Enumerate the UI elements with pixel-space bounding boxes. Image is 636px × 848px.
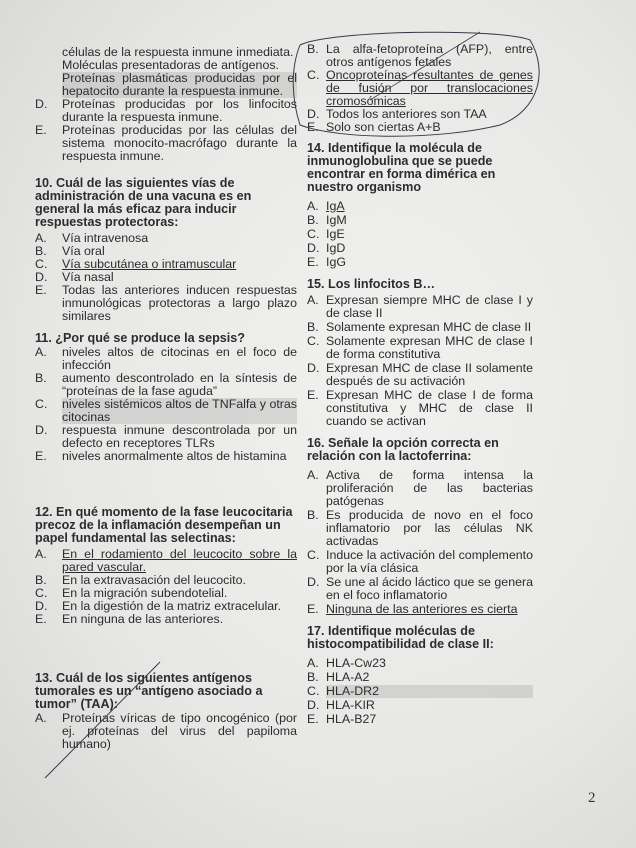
option-text: En la extravasación del leucocito. <box>62 573 246 587</box>
question-text: 17. Identifique moléculas de histocompatibilidad de clase II: <box>307 624 494 651</box>
answer-option <box>307 657 533 670</box>
option-letter: D. <box>307 241 320 255</box>
answer-option <box>35 124 297 163</box>
answer-option <box>307 685 533 698</box>
option-letter: E. <box>307 712 319 726</box>
option-letter <box>35 59 62 72</box>
option-letter: C. <box>307 227 320 241</box>
option-letter: D. <box>307 698 320 712</box>
option-text: Moléculas presentadoras de antígenos. <box>62 58 279 72</box>
option-text: Proteínas víricas de tipo oncogénico (por ej. proteínas del virus del papiloma humano) <box>62 711 297 751</box>
option-text: células de la respuesta inmune inmediata. <box>62 45 294 59</box>
option-text: IgM <box>326 213 347 227</box>
option-text: En ninguna de las anteriores. <box>62 612 224 626</box>
option-letter: E. <box>307 602 319 616</box>
question-block <box>307 43 533 134</box>
option-letter: D. <box>307 361 320 375</box>
answer-option <box>35 346 297 372</box>
option-letter: A. <box>35 547 47 561</box>
option-text: niveles altos de citocinas en el foco de infección <box>62 345 297 372</box>
option-text: La alfa-fetoproteína (AFP), entre otros antígenos fetales <box>326 42 533 69</box>
answer-option <box>35 72 297 98</box>
answer-option <box>307 256 533 269</box>
answer-option <box>307 321 533 334</box>
option-letter <box>35 72 62 98</box>
option-text: IgE <box>326 227 345 241</box>
option-text: Vía subcutánea o intramuscular <box>62 257 237 271</box>
option-text: En el rodamiento del leucocito sobre la pared vascular. <box>62 547 297 574</box>
question-block <box>307 142 533 270</box>
option-text: En la migración subendotelial. <box>62 586 228 600</box>
answer-option <box>35 548 297 574</box>
option-text: Proteínas plasmáticas producidas por el hepatocito durante la respuesta inmune. <box>62 71 297 98</box>
option-text: niveles anormalmente altos de histamina <box>62 449 287 463</box>
option-text: Se une al ácido láctico que se genera en el foco inflamatorio <box>326 575 533 602</box>
option-text: Todas las anteriores inducen respuestas inmunológicas protectoras a largo plazo similares <box>62 283 297 323</box>
option-letter: E. <box>307 255 319 269</box>
option-letter: C. <box>35 257 48 271</box>
answer-option <box>307 509 533 548</box>
answer-option <box>35 398 297 424</box>
answer-option <box>35 712 297 751</box>
question-text: 10. Cuál de las siguientes vías de administración de una vacuna es en general la más eficaz para inducir respuestas protectoras: <box>35 176 252 229</box>
answer-option <box>35 98 297 124</box>
option-text: Solamente expresan MHC de clase II <box>326 320 532 334</box>
option-text: HLA-DR2 <box>326 685 533 698</box>
option-letter: A. <box>307 199 319 213</box>
option-letter: A. <box>35 231 47 245</box>
option-text: aumento descontrolado en la síntesis de “proteínas de la fase aguda” <box>62 371 297 398</box>
option-text: HLA-KIR <box>326 698 375 712</box>
option-letter: D. <box>307 575 320 589</box>
option-letter: C. <box>307 548 320 562</box>
option-letter: B. <box>307 670 319 684</box>
option-letter: B. <box>307 508 319 522</box>
option-text: HLA-A2 <box>326 670 370 684</box>
option-text: HLA-B27 <box>326 712 377 726</box>
option-letter: A. <box>307 656 319 670</box>
option-text: Expresan MHC de clase II solamente después de su activación <box>326 361 533 388</box>
option-text: respuesta inmune descontrolada por un defecto en receptores TLRs <box>62 423 297 450</box>
answer-option <box>307 389 533 428</box>
answer-option <box>35 424 297 450</box>
answer-option <box>307 294 533 320</box>
option-text: Induce la activación del complemento por la vía clásica <box>326 548 533 575</box>
question-block <box>307 625 533 727</box>
question-text: 13. Cuál de los siguientes antígenos tumorales es un “antígeno asociado a tumor” (TAA): <box>35 671 263 711</box>
answer-option <box>307 242 533 255</box>
answer-option <box>307 362 533 388</box>
option-text: Ninguna de las anteriores es cierta <box>326 602 518 616</box>
option-letter: E. <box>35 123 47 137</box>
option-letter: B. <box>35 244 47 258</box>
option-letter: C. <box>307 684 320 698</box>
option-letter: C. <box>307 68 320 82</box>
option-text: Todos los anteriores son TAA <box>326 107 487 121</box>
question-block <box>307 437 533 617</box>
answer-option <box>35 284 297 323</box>
option-text: Vía oral <box>62 244 105 258</box>
question-block <box>307 278 533 429</box>
option-letter: B. <box>35 573 47 587</box>
question-block <box>35 46 297 163</box>
option-text: Proteínas producidas por los linfocitos durante la respuesta inmune. <box>62 97 297 124</box>
question-text: 14. Identifique la molécula de inmunoglobulina que se puede encontrar en forma dimérica en nuestro organismo <box>307 141 496 194</box>
question-text: 16. Señale la opción correcta en relación con la lactoferrina: <box>307 436 499 463</box>
answer-option <box>307 228 533 241</box>
answer-option <box>307 214 533 227</box>
option-text: Solamente expresan MHC de clase I de forma constitutiva <box>326 334 533 361</box>
answer-option <box>35 613 297 626</box>
option-text: En la digestión de la matriz extracelular. <box>62 599 282 613</box>
option-letter: A. <box>35 711 47 725</box>
answer-option <box>35 372 297 398</box>
option-text: Es producida de novo en el foco inflamatorio por las células NK activadas <box>326 508 533 548</box>
option-letter: C. <box>35 586 48 600</box>
answer-option <box>307 335 533 361</box>
option-text: IgD <box>326 241 346 255</box>
answer-option <box>307 69 533 108</box>
option-text: Expresan siempre MHC de clase I y de clase II <box>326 293 533 320</box>
answer-option <box>307 576 533 602</box>
option-text: Proteínas producidas por las células del sistema monocito-macrófago durante la respuesta inmune. <box>62 123 297 163</box>
option-letter: A. <box>35 345 47 359</box>
answer-option <box>307 121 533 134</box>
option-letter: E. <box>35 283 47 297</box>
option-text: Oncoproteínas resultantes de genes de fusión por translocaciones cromosómicas <box>326 68 533 108</box>
option-letter: E. <box>307 388 319 402</box>
option-letter: E. <box>35 449 47 463</box>
option-letter: B. <box>307 42 319 56</box>
page-number: 2 <box>588 790 596 806</box>
question-block <box>35 506 297 626</box>
option-text: niveles sistémicos altos de TNFalfa y otras citocinas <box>62 397 297 424</box>
option-letter: E. <box>35 612 47 626</box>
option-letter: D. <box>35 270 48 284</box>
option-letter: A. <box>307 293 319 307</box>
option-text: IgG <box>326 255 346 269</box>
question-text: 11. ¿Por qué se produce la sepsis? <box>35 331 245 345</box>
option-letter: D. <box>35 97 48 111</box>
option-letter: A. <box>307 468 319 482</box>
answer-option <box>307 200 533 213</box>
option-text: IgA <box>326 199 345 213</box>
option-letter: D. <box>35 423 48 437</box>
question-block <box>35 177 297 323</box>
option-letter: D. <box>35 599 48 613</box>
option-text: Vía intravenosa <box>62 231 149 245</box>
option-letter: E. <box>307 120 319 134</box>
answer-option <box>307 549 533 575</box>
option-text: Vía nasal <box>62 270 114 284</box>
question-block <box>35 672 297 751</box>
question-block <box>35 332 297 463</box>
answer-option <box>307 43 533 69</box>
answer-option <box>307 699 533 712</box>
option-letter: B. <box>307 213 319 227</box>
option-letter: C. <box>307 334 320 348</box>
answer-option <box>307 713 533 726</box>
option-letter: B. <box>307 320 319 334</box>
question-text: 15. Los linfocitos B… <box>307 277 436 291</box>
option-letter: B. <box>35 371 47 385</box>
option-letter: D. <box>307 107 320 121</box>
option-letter: C. <box>35 397 48 411</box>
option-text: Solo son ciertas A+B <box>326 120 441 134</box>
option-text: Activa de forma intensa la proliferación de las bacterias patógenas <box>326 468 533 508</box>
option-text: HLA-Cw23 <box>326 656 386 670</box>
answer-option <box>307 603 533 616</box>
answer-option <box>35 450 297 463</box>
option-text: Expresan MHC de clase I de forma constitutiva y MHC de clase II cuando se activan <box>326 388 533 428</box>
answer-option <box>307 671 533 684</box>
option-letter <box>35 46 62 59</box>
answer-option <box>307 469 533 508</box>
question-text: 12. En qué momento de la fase leucocitaria precoz de la inflamación desempeñan un papel fundamental las selectinas: <box>35 505 293 545</box>
